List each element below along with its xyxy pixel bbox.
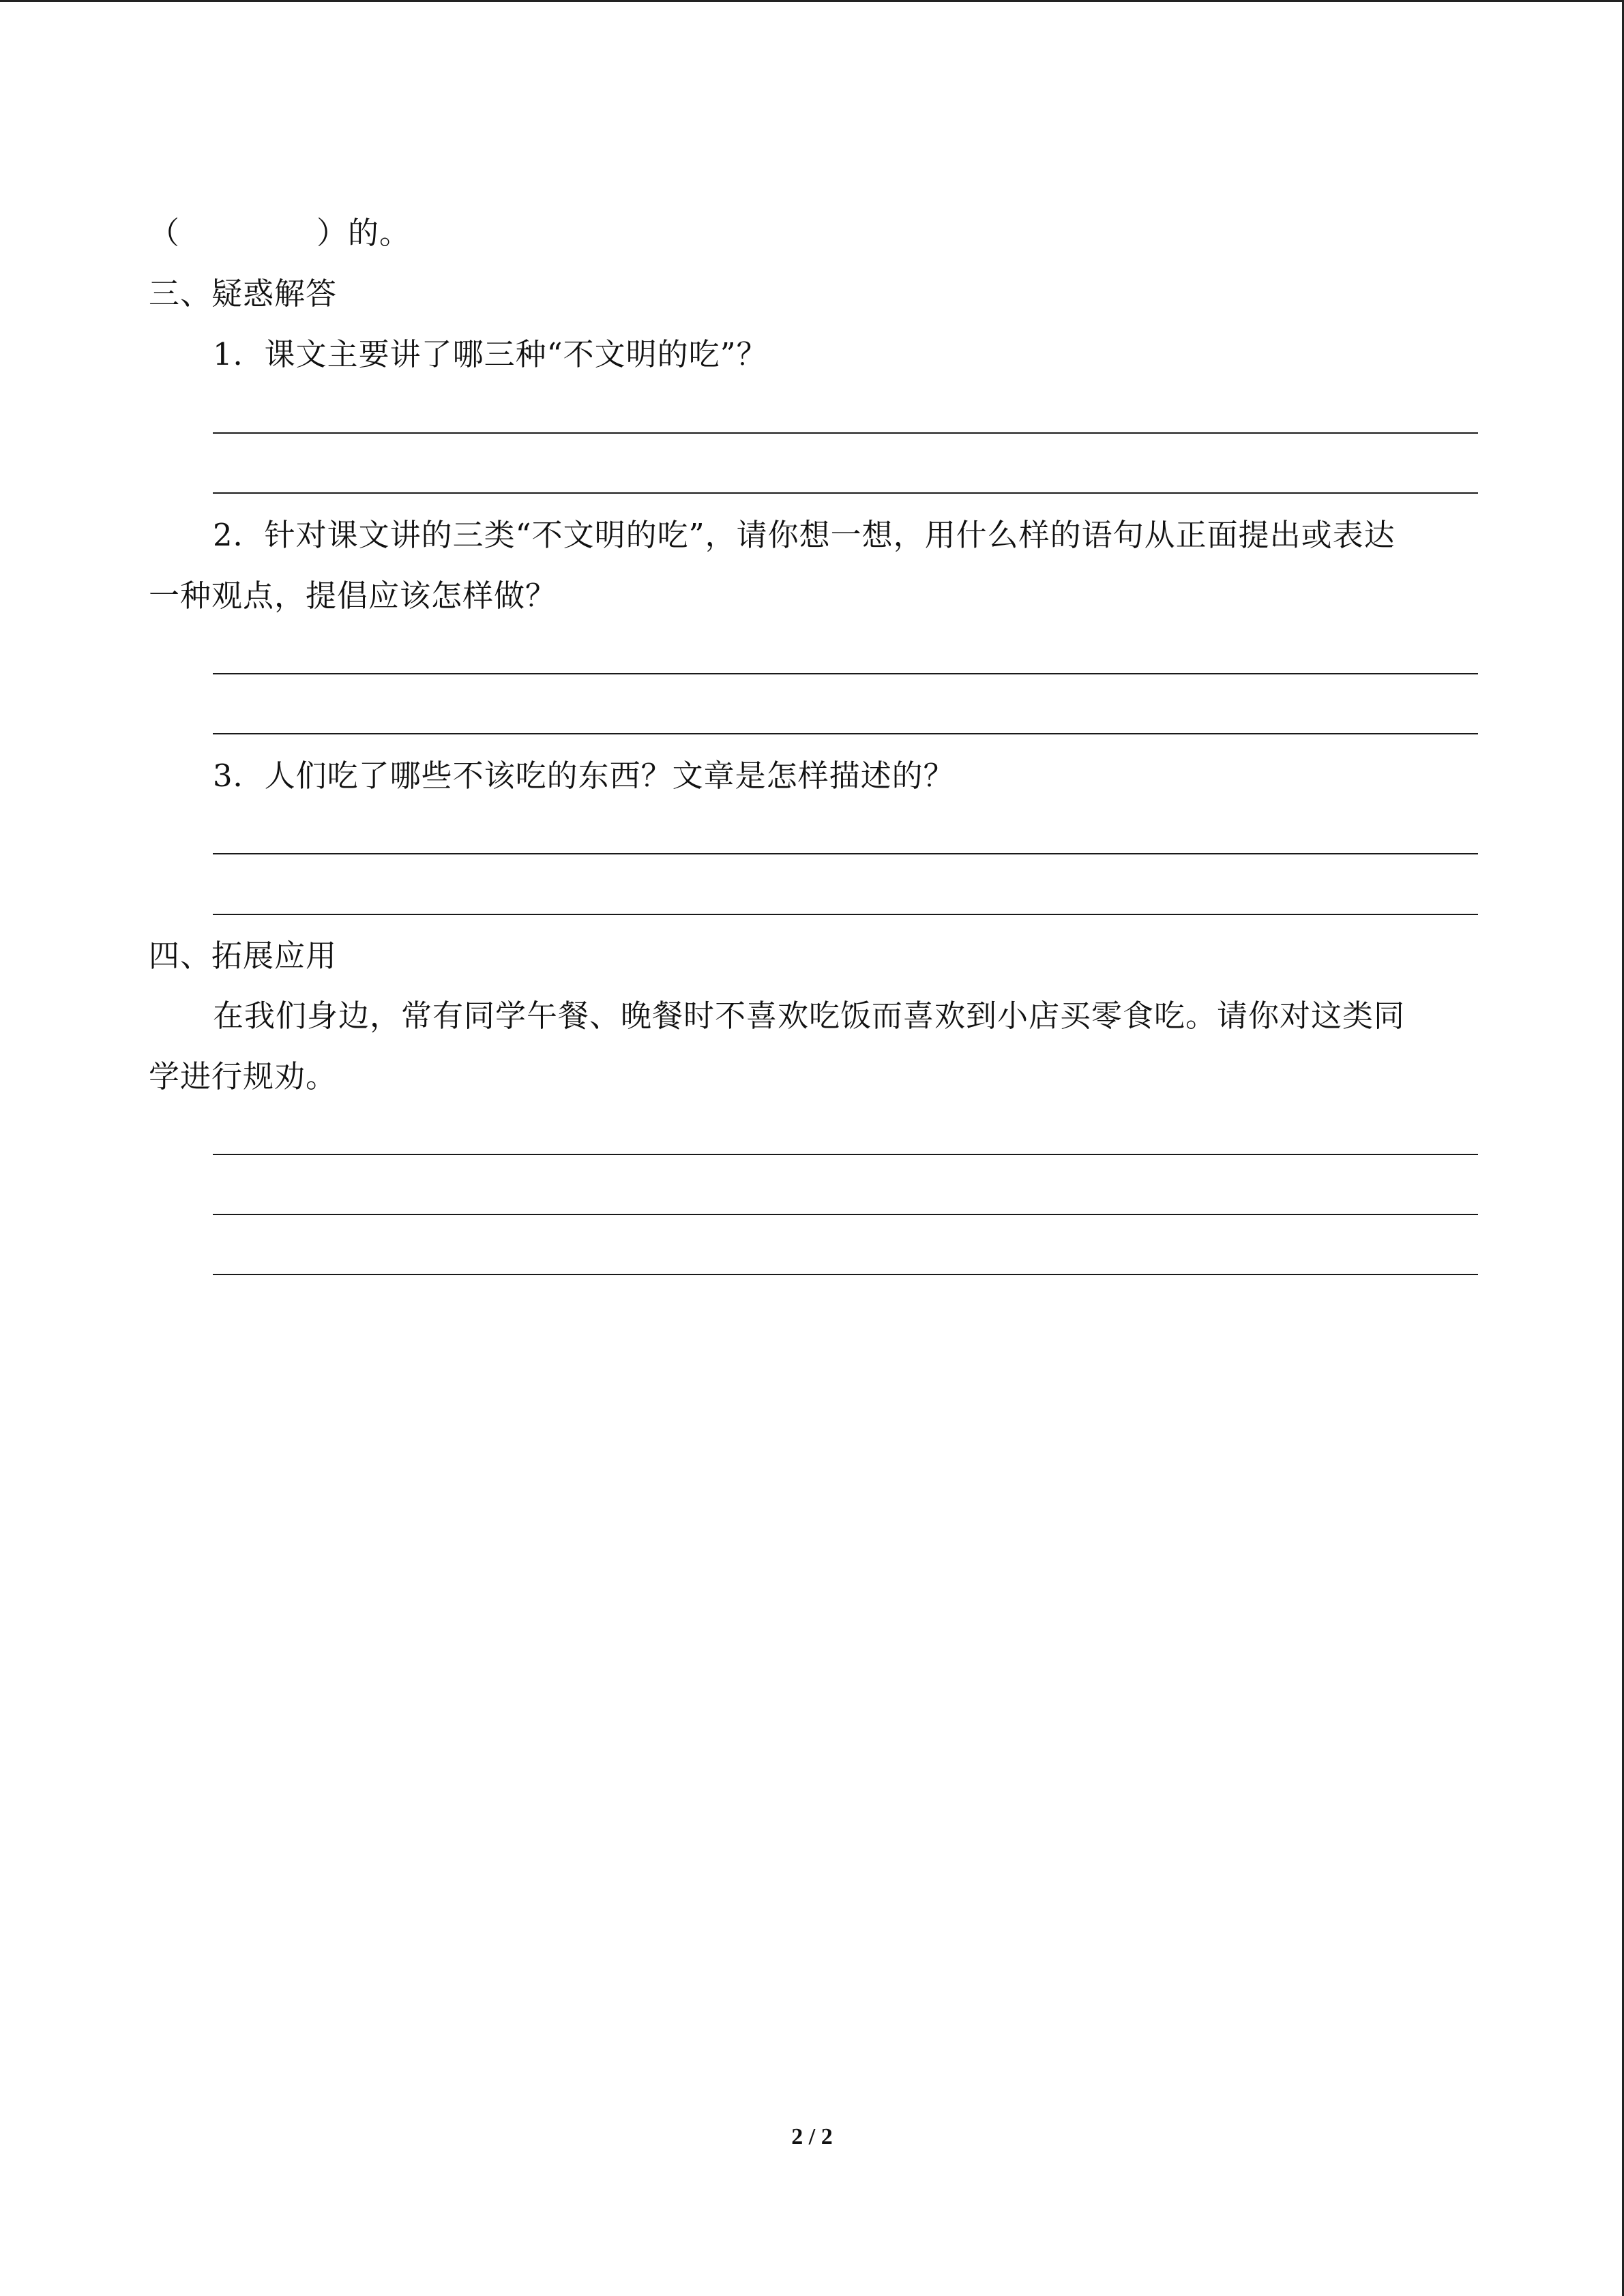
q1-answer-line-2[interactable]: [213, 492, 1478, 494]
question-3: 3．人们吃了哪些不该吃的东西？文章是怎样描述的？: [213, 758, 955, 794]
s4-answer-line-2[interactable]: [213, 1214, 1478, 1215]
page-top-border: [0, 0, 1624, 2]
section-4-heading: 四、拓展应用: [149, 938, 338, 974]
fill-blank-continuation: [149, 213, 411, 254]
open-paren: （: [149, 215, 181, 251]
page-number: 2 / 2: [791, 2124, 833, 2149]
question-1: 1．课文主要讲了哪三种“不文明的吃”？: [213, 336, 768, 372]
section-4-prompt-line-2: 学进行规劝。: [149, 1058, 338, 1094]
q3-answer-line-1[interactable]: [213, 853, 1478, 854]
close-paren-text: ）的。: [316, 215, 411, 251]
question-2-line-1: 2．针对课文讲的三类“不文明的吃”，请你想一想，用什么样的语句从正面提出或表达: [213, 517, 1396, 553]
q1-answer-line-1[interactable]: [213, 432, 1478, 434]
q3-answer-line-2[interactable]: [213, 914, 1478, 915]
q2-answer-line-2[interactable]: [213, 733, 1478, 734]
q2-answer-line-1[interactable]: [213, 673, 1478, 674]
question-2-line-2: 一种观点，提倡应该怎样做？: [149, 578, 557, 614]
section-4-prompt-line-1: 在我们身边，常有同学午餐、晚餐时不喜欢吃饭而喜欢到小店买零食吃。请你对这类同: [213, 998, 1406, 1034]
s4-answer-line-1[interactable]: [213, 1154, 1478, 1155]
s4-answer-line-3[interactable]: [213, 1274, 1478, 1275]
section-3-heading: 三、疑惑解答: [149, 275, 338, 312]
